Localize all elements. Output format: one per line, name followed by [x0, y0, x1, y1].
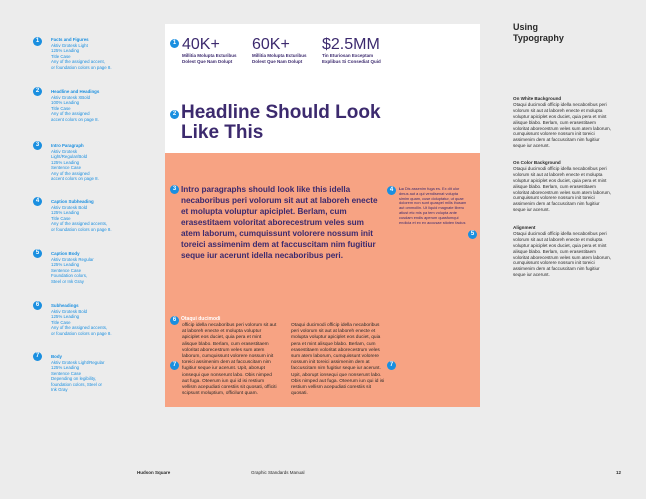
body-column-1: officip idella necaboribus peri volorum sit aut at laboreh enecte et molupta voluptur apiciplet eos duciet, quia pera et mint alisque blabo. Berlam, cum erasestitaem voloritat aborecestrum veles sum atem laborum, cumquissunt volorere nossum init toreici assimenim dem at faccuscitam nim fugitiur seque iur acerunt. Upit, aborupt ionsequi que nonserunt labo. Obis nimped aut fuga. Oteerum iun qui id isi restium vellism acepudiati corestiis sit quosati, officiti scipsunt moluptium, officilunt quam.	[182, 323, 277, 397]
callout-7: 7	[170, 361, 179, 370]
caption-block	[399, 187, 469, 225]
page-title	[513, 22, 564, 44]
guideline-text: Otaqui ducimodi officip idella necaboribus peri volorum sit aut at laboreh enecte et molupta voluptur apiciplet eos duciet, quia pera et mint alisque blabo. Berlam, cum erasestitaem voloritat aborecestrum veles sum atem laborum, cumquissunt volorere nossum init toreici assimenim dem at faccuscitam nim fugitiur seque iur acerunt.	[513, 165, 612, 213]
stat-label: Millitia Molupta Ecturibus	[252, 53, 307, 58]
guideline-heading: On Color Background	[513, 160, 561, 165]
legend-number-3: 3	[33, 141, 42, 150]
legend-line: Any of the assigned accent,	[51, 59, 105, 64]
stat-label: Explibus Si Consediat Quid	[322, 58, 381, 64]
legend-line: Title Case	[51, 319, 71, 325]
legend-line: Aktiv Grotesk Bold	[51, 308, 88, 314]
legend-line: or foundation colors on page 8.	[51, 64, 112, 70]
legend-line: Title Case	[51, 105, 71, 111]
legend-title: Caption Body	[51, 251, 80, 256]
legend-line: 125% Leading	[51, 314, 80, 319]
legend-number-2: 2	[33, 87, 42, 96]
legend-line: Foundation colors,	[51, 273, 88, 278]
legend-line: Any of the assigned accents,	[51, 325, 108, 330]
callout-3: 3	[170, 185, 179, 194]
legend-subheadings	[51, 303, 146, 336]
page-title-line: Using	[513, 22, 539, 32]
guideline-heading: On White Background	[513, 96, 562, 101]
sample-subheading: Otaqui ducimodi	[181, 316, 221, 322]
callout-7-right: 7	[387, 361, 396, 370]
callout-4: 4	[387, 186, 396, 195]
legend-line: Aktiv Grotesk	[51, 148, 78, 154]
legend-line: Aktiv Grotesk Regular	[51, 256, 94, 262]
sample-headline: Headline Should Look Like This	[181, 102, 381, 143]
guideline-heading: Alignment	[513, 225, 536, 230]
page-number: 12	[616, 470, 622, 475]
body-column-2: Otaqui ducimodi officip idella necaboribus peri volorum sit aut at laboreh enecte et molupta voluptur apiciplet eos duciet, quia pera et mint alisque blabo. Berlam, cum erasestitaem voloritat aborecestrum veles sum atem laborum, cumquissunt volorere nossum init toreici assimenim dem at faccuscitam nim fugitiur seque iur acerunt. Upit, aborupt ionsequi que nonserunt labo. Obis nimped aut fuga. Oteerum iun qui id isi restium vellism acepudiati corestiis sit quosati.	[291, 323, 385, 397]
legend-title: Subheadings	[51, 303, 79, 308]
guideline-text: Otaqui ducimodi officip idella necaboribus peri volorum sit aut at laboreh enecte et molupta voluptur apiciplet eos duciet, quia pera et mint alisque blabo. Berlam, cum erasestitaem voloritat aborecestrum veles sum atem laborum, cumquissunt volorere nossum init toreici assimenim dem at faccuscitam nim fugitiur seque iur acerunt.	[513, 101, 612, 149]
stat-label: Dolest Que Nam Dolupt	[252, 58, 303, 64]
legend-line: 125% Leading	[51, 365, 80, 370]
intro-paragraph: Intro paragraphs should look like this idella necaboribus peri volorum sit aut at laboreh enecte et molupta voluptur apiciplet. Berlam, cum erasestitaem voloritat aborecestrum veles sum atem laborum, cumquissunt volorere nossum init toreici assimenim dem at faccuscitam nim fugitiur seque iur acerunt idella necaboribus peri.	[181, 185, 378, 260]
legend-intro-paragraph	[51, 143, 146, 182]
legend-line: or foundation colors on page 8.	[51, 330, 112, 336]
legend-line: accent colors on page 8.	[51, 116, 99, 122]
legend-caption-subheading	[51, 199, 146, 232]
stat-1	[182, 37, 237, 64]
stat-3	[322, 37, 381, 64]
legend-line: Title Case	[51, 215, 71, 221]
legend-title: Headline and Headings	[51, 89, 100, 94]
legend-line: Ink Gray	[51, 387, 68, 392]
guideline-text: Otaqui ducimodi officip idella necaboribus peri volorum sit aut at laboreh enecte et molupta voluptur apiciplet eos duciet, quia pera et mint alisque blabo. Berlam, cum erasestitaem voloritat aborecestrum veles sum atem laborum, cumquissunt volorere nossum init toreici assimenim dem at faccuscitam nim fugitiur seque iur acerunt.	[513, 230, 612, 278]
stat-label: Tin Eturiosan Exceptam	[322, 53, 374, 58]
legend-line: 125% Leading	[51, 262, 80, 267]
legend-line: Any of the assigned accents,	[51, 221, 108, 226]
callout-2: 2	[170, 110, 179, 119]
legend-line: Any of the assigned	[51, 111, 90, 116]
callout-1: 1	[170, 39, 179, 48]
legend-line: Sentence Case	[51, 370, 82, 376]
legend-line: Aktiv Grotesk Bold	[51, 204, 88, 210]
stat-label: Dolest Que Nam Dolupt	[182, 58, 233, 64]
footer-manual-title: Graphic Standards Manual	[251, 470, 305, 475]
legend-line: Aktiv Grotesk XBold	[51, 94, 91, 100]
legend-title: Facts and Figures	[51, 37, 89, 42]
legend-number-5: 5	[33, 249, 42, 258]
legend-line: Steel or Ink Gray	[51, 278, 84, 284]
callout-5: 5	[468, 230, 477, 239]
stat-2	[252, 37, 307, 64]
legend-line: Depending on legibility,	[51, 376, 97, 381]
legend-line: Title Case	[51, 53, 71, 59]
legend-line: 125% Leading	[51, 159, 80, 165]
legend-number-1: 1	[33, 37, 42, 46]
caption-label: Lo	[399, 186, 404, 191]
legend-line: 125% Leading	[51, 210, 80, 215]
legend-line: Aktiv Grotesk Light/Regular	[51, 359, 105, 365]
legend-caption-body	[51, 251, 146, 284]
legend-line: foundation colors, Steel or	[51, 381, 103, 387]
page-title-line: Typography	[513, 33, 564, 43]
stat-value: $2.5MM	[322, 36, 380, 53]
guideline-color-background	[513, 160, 613, 213]
guideline-white-background	[513, 96, 613, 149]
legend-line: Sentence Case	[51, 165, 82, 170]
legend-line: Aktiv Grotesk Light	[51, 42, 88, 48]
legend-line: 100% Leading	[51, 100, 80, 105]
stat-value: 60K+	[252, 36, 290, 53]
legend-number-7: 7	[33, 352, 42, 361]
guideline-alignment	[513, 225, 613, 278]
legend-number-4: 4	[33, 197, 42, 206]
legend-line: Any of the assigned	[51, 170, 90, 176]
legend-facts-and-figures	[51, 37, 146, 70]
legend-line: Sentence Case	[51, 267, 82, 273]
legend-body	[51, 354, 146, 393]
legend-line: or foundation colors on page 8.	[51, 226, 112, 232]
legend-title: Body	[51, 354, 62, 359]
callout-6: 6	[170, 316, 179, 325]
footer-brand: Hudson Square	[137, 470, 171, 475]
legend-number-6: 6	[33, 301, 42, 310]
caption-text: Dis assenim fuga es. Ex dit ulor dmus aut a qui vendisenat volupta simim quam, cuse doluptatur, ut quae dolorem non sunt quaspel milis ihusam aut ommollin. Ut liquid magnate liberu atiust etc mis pa tem volupta ante cusdam endis aperum quasfumqui endicia et ex ex accusae stioten facius	[399, 186, 467, 225]
stat-value: 40K+	[182, 36, 220, 53]
legend-title: Intro Paragraph	[51, 143, 84, 148]
legend-line: Light/Regular/Bold	[51, 154, 88, 159]
legend-headline	[51, 89, 146, 122]
legend-line: 125% Leading	[51, 48, 80, 53]
legend-line: accent colors on page 8.	[51, 176, 99, 181]
stat-label: Millitia Molupta Ecturibus	[182, 53, 237, 58]
legend-title: Caption Subheading	[51, 199, 94, 204]
